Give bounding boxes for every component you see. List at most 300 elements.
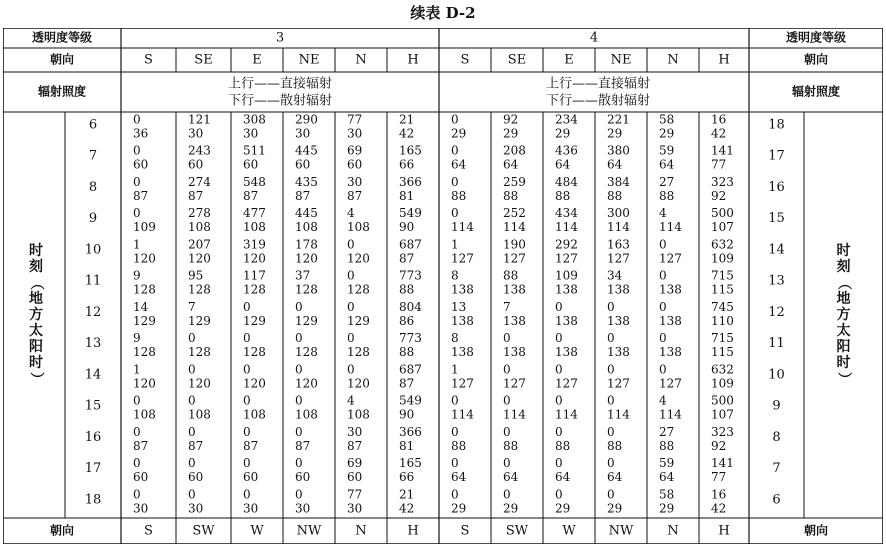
irradiance-label-right: 辐射照度 — [791, 84, 841, 99]
diffuse-value: 109 — [133, 220, 156, 235]
direct-value: 0 — [451, 424, 459, 439]
diffuse-value: 88 — [503, 438, 519, 453]
direction-se: SE — [507, 52, 527, 68]
diffuse-value: 129 — [243, 313, 266, 328]
diffuse-value: 29 — [659, 126, 675, 141]
diffuse-value: 88 — [399, 282, 415, 297]
direct-value: 109 — [555, 268, 578, 283]
direct-value: 773 — [399, 268, 422, 283]
legend-direct-4: 上行——直接辐射 — [545, 76, 651, 92]
hour-left: 7 — [88, 148, 98, 164]
time-label-char: （ — [28, 276, 44, 290]
diffuse-value: 108 — [295, 407, 318, 422]
diffuse-value: 88 — [399, 345, 415, 360]
diffuse-value: 120 — [133, 376, 156, 391]
direction-ne: NE — [298, 52, 320, 68]
direct-value: 0 — [188, 362, 196, 377]
direct-value: 0 — [659, 299, 667, 314]
diffuse-value: 42 — [711, 126, 727, 141]
diffuse-value: 60 — [347, 157, 363, 172]
diffuse-value: 87 — [399, 376, 415, 391]
direct-value: 0 — [607, 331, 615, 346]
diffuse-value: 30 — [243, 126, 259, 141]
diffuse-value: 120 — [295, 251, 318, 266]
direct-value: 0 — [503, 331, 511, 346]
direct-value: 436 — [555, 143, 578, 158]
diffuse-value: 138 — [503, 313, 526, 328]
direct-value: 165 — [399, 143, 422, 158]
direct-value: 259 — [503, 174, 526, 189]
diffuse-value: 87 — [399, 251, 415, 266]
hour-right: 8 — [772, 429, 781, 445]
diffuse-value: 87 — [243, 438, 259, 453]
diffuse-value: 114 — [451, 407, 474, 422]
direct-value: 0 — [607, 487, 615, 502]
direction-h: H — [718, 52, 730, 68]
direct-value: 58 — [659, 487, 675, 502]
diffuse-value: 114 — [659, 220, 682, 235]
diffuse-value: 127 — [503, 376, 526, 391]
direct-value: 92 — [503, 112, 519, 127]
diffuse-value: 128 — [243, 282, 266, 297]
direct-value: 7 — [503, 299, 511, 314]
direct-value: 0 — [659, 237, 667, 252]
direct-value: 21 — [399, 112, 415, 127]
direct-value: 500 — [711, 393, 734, 408]
diffuse-value: 77 — [711, 157, 727, 172]
diffuse-value: 129 — [133, 313, 156, 328]
direct-value: 687 — [399, 362, 422, 377]
direct-value: 9 — [133, 268, 141, 283]
diffuse-value: 88 — [607, 188, 623, 203]
diffuse-value: 138 — [555, 345, 578, 360]
time-label-char: 阳 — [29, 339, 43, 355]
footer-orientation-label-right: 朝向 — [803, 523, 829, 538]
diffuse-value: 138 — [503, 282, 526, 297]
direct-value: 0 — [243, 393, 251, 408]
direct-value: 0 — [295, 362, 303, 377]
direct-value: 0 — [188, 456, 196, 471]
diffuse-value: 127 — [607, 376, 630, 391]
direct-value: 323 — [711, 424, 734, 439]
diffuse-value: 30 — [188, 501, 204, 516]
diffuse-value: 138 — [607, 313, 630, 328]
direct-value: 290 — [295, 112, 318, 127]
diffuse-value: 29 — [451, 501, 467, 516]
orientation-label: 朝向 — [49, 52, 75, 67]
direct-value: 0 — [133, 393, 141, 408]
direct-value: 163 — [607, 237, 630, 252]
hour-right: 15 — [768, 211, 785, 227]
direct-value: 0 — [295, 424, 303, 439]
diffuse-value: 128 — [243, 345, 266, 360]
time-label-right — [836, 243, 852, 386]
diffuse-value: 138 — [555, 313, 578, 328]
hour-right: 16 — [768, 179, 785, 195]
direct-value: 0 — [133, 112, 141, 127]
diffuse-value: 66 — [399, 157, 415, 172]
diffuse-value: 127 — [451, 251, 474, 266]
time-label-char: 时 — [836, 243, 851, 259]
direct-value: 0 — [243, 456, 251, 471]
direct-value: 0 — [188, 424, 196, 439]
direct-value: 4 — [659, 393, 667, 408]
direct-value: 0 — [451, 206, 459, 221]
hour-right: 10 — [768, 367, 785, 383]
direct-value: 0 — [295, 331, 303, 346]
footer-orientation-label: 朝向 — [49, 523, 75, 538]
diffuse-value: 127 — [659, 251, 682, 266]
diffuse-value: 30 — [133, 501, 149, 516]
diffuse-value: 92 — [711, 188, 727, 203]
direct-value: 243 — [188, 143, 211, 158]
diffuse-value: 128 — [347, 282, 370, 297]
footer-direction-h: H — [407, 523, 419, 539]
hour-left: 14 — [84, 367, 102, 383]
diffuse-value: 87 — [347, 438, 363, 453]
diffuse-value: 64 — [503, 470, 519, 485]
direct-value: 0 — [188, 487, 196, 502]
direct-value: 0 — [503, 424, 511, 439]
diffuse-value: 64 — [607, 470, 623, 485]
direct-value: 0 — [295, 456, 303, 471]
diffuse-value: 29 — [607, 501, 623, 516]
diffuse-value: 138 — [503, 345, 526, 360]
footer-direction-n: N — [667, 523, 679, 539]
direct-value: 165 — [399, 456, 422, 471]
direct-value: 0 — [295, 393, 303, 408]
diffuse-value: 108 — [347, 407, 370, 422]
direct-value: 0 — [451, 112, 459, 127]
direction-h: H — [407, 52, 419, 68]
diffuse-value: 120 — [243, 251, 266, 266]
direct-value: 8 — [451, 268, 459, 283]
direct-value: 1 — [451, 237, 459, 252]
diffuse-value: 127 — [659, 376, 682, 391]
diffuse-value: 138 — [607, 345, 630, 360]
diffuse-value: 127 — [555, 251, 578, 266]
time-label-char: 太 — [836, 323, 851, 339]
diffuse-value: 128 — [188, 282, 211, 297]
direct-value: 0 — [503, 393, 511, 408]
direction-e: E — [564, 52, 574, 68]
diffuse-value: 29 — [555, 501, 571, 516]
direct-value: 323 — [711, 174, 734, 189]
diffuse-value: 87 — [295, 438, 311, 453]
diffuse-value: 29 — [659, 501, 675, 516]
diffuse-value: 88 — [659, 188, 675, 203]
diffuse-value: 64 — [503, 157, 519, 172]
direction-e: E — [252, 52, 262, 68]
diffuse-value: 138 — [451, 345, 474, 360]
diffuse-value: 120 — [133, 251, 156, 266]
diffuse-value: 29 — [503, 501, 519, 516]
direct-value: 278 — [188, 206, 211, 221]
direct-value: 88 — [503, 268, 519, 283]
diffuse-value: 120 — [243, 376, 266, 391]
diffuse-value: 87 — [243, 188, 259, 203]
diffuse-value: 29 — [451, 126, 467, 141]
diffuse-value: 115 — [711, 345, 734, 360]
direct-value: 300 — [607, 206, 630, 221]
time-label-char: 地 — [836, 291, 851, 307]
diffuse-value: 127 — [555, 376, 578, 391]
direct-value: 141 — [711, 456, 734, 471]
time-label-char: 方 — [29, 307, 43, 323]
diffuse-value: 64 — [451, 157, 467, 172]
hour-left: 13 — [84, 336, 102, 352]
legend-diffuse-3: 下行——散射辐射 — [227, 93, 333, 109]
diffuse-value: 107 — [711, 220, 734, 235]
diffuse-value: 127 — [607, 251, 630, 266]
direct-value: 0 — [243, 362, 251, 377]
direct-value: 687 — [399, 237, 422, 252]
footer-direction-nw: NW — [296, 523, 322, 539]
direct-value: 69 — [347, 143, 363, 158]
hour-right: 11 — [768, 336, 785, 352]
direct-value: 484 — [555, 174, 578, 189]
direct-value: 208 — [503, 143, 526, 158]
diffuse-value: 108 — [295, 220, 318, 235]
direct-value: 715 — [711, 268, 734, 283]
direct-value: 95 — [188, 268, 204, 283]
direct-value: 0 — [659, 331, 667, 346]
footer-direction-n: N — [355, 523, 367, 539]
footer-direction-w: W — [250, 523, 264, 539]
hour-left: 8 — [88, 179, 98, 195]
direct-value: 121 — [188, 112, 211, 127]
direct-value: 477 — [243, 206, 266, 221]
time-label-char: （ — [835, 276, 852, 290]
diffuse-value: 87 — [188, 188, 204, 203]
direct-value: 16 — [711, 112, 727, 127]
diffuse-value: 92 — [711, 438, 727, 453]
diffuse-value: 60 — [347, 470, 363, 485]
diffuse-value: 120 — [295, 376, 318, 391]
direct-value: 500 — [711, 206, 734, 221]
diffuse-value: 30 — [347, 501, 363, 516]
diffuse-value: 138 — [659, 313, 682, 328]
direct-value: 8 — [451, 331, 459, 346]
direct-value: 319 — [243, 237, 266, 252]
direct-value: 445 — [295, 206, 318, 221]
footer-direction-h: H — [718, 523, 730, 539]
hour-left: 11 — [84, 273, 102, 289]
direct-value: 0 — [659, 268, 667, 283]
direct-value: 190 — [503, 237, 526, 252]
diffuse-value: 127 — [451, 376, 474, 391]
diffuse-value: 138 — [607, 282, 630, 297]
hour-left: 16 — [84, 429, 102, 445]
direct-value: 77 — [347, 487, 363, 502]
direct-value: 292 — [555, 237, 578, 252]
diffuse-value: 88 — [555, 438, 571, 453]
direct-value: 366 — [399, 174, 422, 189]
direct-value: 435 — [295, 174, 318, 189]
diffuse-value: 64 — [659, 470, 675, 485]
direct-value: 0 — [607, 299, 615, 314]
diffuse-value: 128 — [295, 345, 318, 360]
direct-value: 207 — [188, 237, 211, 252]
direct-value: 0 — [451, 143, 459, 158]
direct-value: 69 — [347, 456, 363, 471]
direct-value: 27 — [659, 174, 675, 189]
radiation-table — [3, 28, 883, 544]
footer-direction-s: S — [460, 523, 470, 539]
hour-left: 15 — [84, 398, 102, 414]
diffuse-value: 42 — [711, 501, 727, 516]
direct-value: 274 — [188, 174, 211, 189]
diffuse-value: 114 — [503, 407, 526, 422]
diffuse-value: 108 — [347, 220, 370, 235]
diffuse-value: 81 — [399, 188, 415, 203]
direct-value: 0 — [555, 424, 563, 439]
direct-value: 4 — [659, 206, 667, 221]
table-grid — [3, 28, 883, 544]
direct-value: 234 — [555, 112, 578, 127]
direct-value: 27 — [659, 424, 675, 439]
diffuse-value: 30 — [347, 126, 363, 141]
direct-value: 384 — [607, 174, 630, 189]
diffuse-value: 110 — [711, 313, 734, 328]
diffuse-value: 108 — [243, 220, 266, 235]
diffuse-value: 138 — [451, 313, 474, 328]
diffuse-value: 30 — [295, 501, 311, 516]
direct-value: 0 — [659, 362, 667, 377]
diffuse-value: 30 — [188, 126, 204, 141]
direction-se: SE — [194, 52, 213, 68]
diffuse-value: 88 — [659, 438, 675, 453]
direct-value: 58 — [659, 112, 675, 127]
direct-value: 14 — [133, 299, 149, 314]
diffuse-value: 107 — [711, 407, 734, 422]
direct-value: 30 — [347, 424, 363, 439]
direct-value: 4 — [347, 206, 355, 221]
hour-left: 9 — [88, 211, 98, 227]
time-label-char: 阳 — [836, 339, 851, 355]
diffuse-value: 86 — [399, 313, 415, 328]
direction-n: N — [355, 52, 367, 68]
direct-value: 0 — [188, 393, 196, 408]
direct-value: 30 — [347, 174, 363, 189]
diffuse-value: 120 — [188, 251, 211, 266]
diffuse-value: 114 — [659, 407, 682, 422]
direct-value: 0 — [295, 487, 303, 502]
direct-value: 0 — [555, 362, 563, 377]
diffuse-value: 64 — [555, 157, 571, 172]
diffuse-value: 87 — [188, 438, 204, 453]
time-label-char: 地 — [29, 291, 43, 307]
diffuse-value: 42 — [399, 501, 415, 516]
diffuse-value: 114 — [555, 220, 578, 235]
direct-value: 0 — [451, 174, 459, 189]
direct-value: 0 — [451, 393, 459, 408]
diffuse-value: 60 — [295, 470, 311, 485]
diffuse-value: 36 — [133, 126, 149, 141]
direct-value: 16 — [711, 487, 727, 502]
footer-direction-nw: NW — [608, 523, 634, 539]
direct-value: 1 — [133, 237, 141, 252]
diffuse-value: 129 — [188, 313, 211, 328]
diffuse-value: 60 — [243, 470, 259, 485]
direct-value: 804 — [399, 299, 422, 314]
footer-direction-sw: SW — [192, 523, 215, 539]
diffuse-value: 128 — [133, 282, 156, 297]
hour-right: 6 — [772, 492, 781, 508]
direction-s: S — [144, 52, 153, 68]
direct-value: 0 — [243, 299, 251, 314]
diffuse-value: 90 — [399, 407, 415, 422]
direct-value: 0 — [133, 424, 141, 439]
diffuse-value: 108 — [243, 407, 266, 422]
direct-value: 548 — [243, 174, 266, 189]
direct-value: 0 — [133, 143, 141, 158]
diffuse-value: 114 — [607, 220, 630, 235]
irradiance-label: 辐射照度 — [37, 84, 87, 99]
direct-value: 0 — [347, 331, 355, 346]
diffuse-value: 66 — [399, 470, 415, 485]
diffuse-value: 64 — [451, 470, 467, 485]
transparency-label-right: 透明度等级 — [785, 30, 847, 45]
hour-right: 18 — [768, 117, 785, 133]
diffuse-value: 109 — [711, 251, 734, 266]
time-label-char: 时 — [29, 355, 43, 371]
direct-value: 0 — [295, 299, 303, 314]
direct-value: 715 — [711, 331, 734, 346]
direct-value: 380 — [607, 143, 630, 158]
level-3: 3 — [275, 30, 285, 46]
direct-value: 59 — [659, 456, 675, 471]
direct-value: 0 — [133, 456, 141, 471]
direct-value: 221 — [607, 112, 630, 127]
diffuse-value: 87 — [133, 188, 149, 203]
time-label-char: 时 — [836, 355, 851, 371]
diffuse-value: 60 — [295, 157, 311, 172]
direct-value: 178 — [295, 237, 318, 252]
diffuse-value: 88 — [451, 188, 467, 203]
direct-value: 0 — [347, 268, 355, 283]
diffuse-value: 120 — [347, 251, 370, 266]
direct-value: 77 — [347, 112, 363, 127]
diffuse-value: 90 — [399, 220, 415, 235]
diffuse-value: 128 — [295, 282, 318, 297]
direct-value: 0 — [133, 174, 141, 189]
diffuse-value: 114 — [451, 220, 474, 235]
diffuse-value: 128 — [347, 345, 370, 360]
diffuse-value: 42 — [399, 126, 415, 141]
footer-direction-s: S — [144, 523, 153, 539]
direct-value: 1 — [133, 362, 141, 377]
diffuse-value: 120 — [347, 376, 370, 391]
hour-right: 13 — [768, 273, 785, 289]
direct-value: 0 — [451, 456, 459, 471]
direct-value: 366 — [399, 424, 422, 439]
hour-left: 6 — [88, 117, 98, 133]
direct-value: 13 — [451, 299, 467, 314]
direct-value: 745 — [711, 299, 734, 314]
direct-value: 549 — [399, 206, 422, 221]
time-label-char: ） — [835, 372, 852, 386]
direct-value: 0 — [555, 456, 563, 471]
direct-value: 0 — [607, 456, 615, 471]
diffuse-value: 88 — [555, 188, 571, 203]
hour-left: 12 — [84, 304, 102, 320]
footer-direction-sw: SW — [505, 523, 529, 539]
diffuse-value: 64 — [607, 157, 623, 172]
direct-value: 0 — [555, 487, 563, 502]
hour-left: 18 — [84, 492, 102, 508]
hour-right: 7 — [772, 461, 781, 477]
